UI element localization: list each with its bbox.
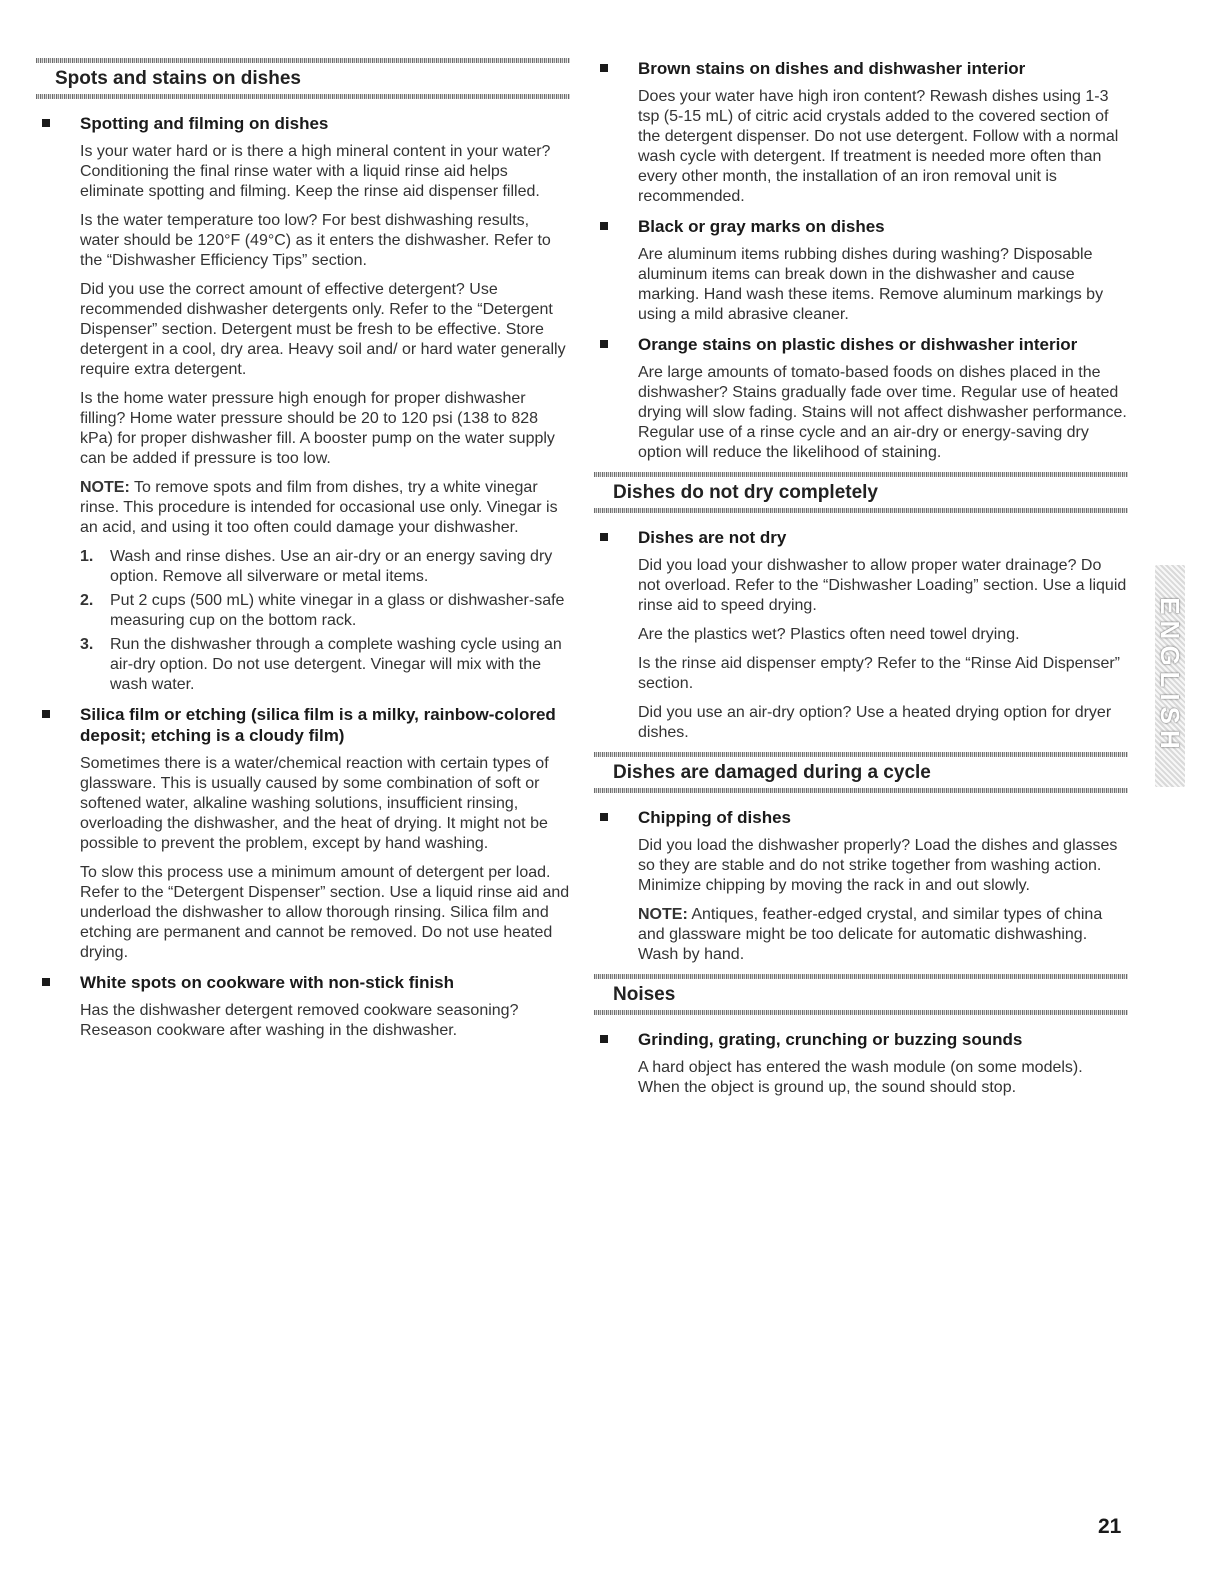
section-title: Spots and stains on dishes	[55, 68, 301, 89]
step-item	[80, 547, 570, 587]
section-header-damaged	[594, 752, 1128, 793]
topic-heading-text: Chipping of dishes	[638, 808, 791, 827]
right-column	[594, 58, 1128, 1107]
topic-body	[594, 363, 1128, 463]
topic-grinding	[594, 1029, 1128, 1098]
topic-heading	[36, 113, 570, 134]
section-rule-bottom	[36, 94, 570, 99]
topic-chipping	[594, 807, 1128, 965]
paragraph: To slow this process use a minimum amount of detergent per load. Refer to the “Detergent Dispenser” section. Use a liquid rinse aid and underload the dishwasher to allow thorough rinsing. Silica film and etching are permanent and cannot be removed. Do not use heated drying.	[80, 864, 570, 961]
step-item	[80, 635, 570, 695]
topic-heading-text: Spotting and filming on dishes	[80, 114, 329, 133]
topic-black-marks	[594, 216, 1128, 325]
step-text: Put 2 cups (500 mL) white vinegar in a glass or dishwasher-safe measuring cup on the bottom rack.	[110, 592, 565, 629]
paragraph: Are large amounts of tomato-based foods on dishes placed in the dishwasher? Stains gradually fade over time. Regular use of heated drying will slow fading. Stains will not affect dishwasher performance. Regular use of a rinse cycle and an air-dry or energy-saving dry option will reduce the likelihood of staining.	[638, 364, 1127, 461]
bullet-icon	[600, 340, 608, 348]
topic-heading-text: Brown stains on dishes and dishwasher interior	[638, 59, 1026, 78]
paragraph: Has the dishwasher detergent removed cookware seasoning? Reseason cookware after washing in the dishwasher.	[80, 1002, 519, 1039]
bullet-icon	[600, 533, 608, 541]
paragraph: Does your water have high iron content? Rewash dishes using 1-3 tsp (5-15 mL) of citric acid crystals added to the covered section of the detergent dispenser. Do not use detergent. Follow with a normal wash cycle with detergent. If treatment is needed more often than every other month, the installation of an iron removal unit is recommended.	[638, 88, 1119, 205]
topic-spotting	[36, 113, 570, 695]
bullet-icon	[42, 710, 50, 718]
topic-heading	[594, 334, 1128, 355]
paragraph: Did you load the dishwasher properly? Load the dishes and glasses so they are stable and do not strike together from washing action. Minimize chipping by moving the rack in and out slowly.	[638, 837, 1118, 894]
language-tab-label: ENGLISH	[1155, 597, 1185, 755]
step-text: Wash and rinse dishes. Use an air-dry or an energy saving dry option. Remove all silverware or metal items.	[110, 548, 553, 585]
step-number: 1.	[80, 548, 94, 565]
note-paragraph	[638, 905, 1128, 965]
paragraph: Is the rinse aid dispenser empty? Refer to the “Rinse Aid Dispenser” section.	[638, 655, 1121, 692]
topic-heading-text: Black or gray marks on dishes	[638, 217, 885, 236]
topic-heading-text: Silica film or etching (silica film is a milky, rainbow-colored deposit; etching is a cloudy film)	[80, 705, 556, 745]
bullet-icon	[600, 222, 608, 230]
topic-heading	[594, 58, 1128, 79]
page-number: 21	[1098, 1515, 1122, 1538]
section-rule-bottom	[594, 1010, 1128, 1015]
topic-body	[36, 754, 570, 963]
paragraph: Is the home water pressure high enough for proper dishwasher filling? Home water pressure should be 20 to 120 psi (138 to 828 kPa) for proper dishwasher fill. A booster pump on the water supply can be added if pressure is too low.	[80, 390, 555, 467]
topic-heading-text: Grinding, grating, crunching or buzzing sounds	[638, 1030, 1023, 1049]
paragraph: Did you use an air-dry option? Use a heated drying option for dryer dishes.	[638, 704, 1112, 741]
bullet-icon	[600, 64, 608, 72]
section-header-dry	[594, 472, 1128, 513]
section-rule-bottom	[594, 508, 1128, 513]
topic-heading	[594, 807, 1128, 828]
topic-heading-text: Orange stains on plastic dishes or dishwasher interior	[638, 335, 1078, 354]
left-column	[36, 58, 570, 1050]
bullet-icon	[600, 1035, 608, 1043]
paragraph: Is the water temperature too low? For best dishwashing results, water should be 120°F (49°C) as it enters the dishwasher. Refer to the “Dishwasher Efficiency Tips” section.	[80, 212, 551, 269]
section-header-spots	[36, 58, 570, 99]
note-label: NOTE:	[80, 479, 130, 496]
section-header-noises	[594, 974, 1128, 1015]
section-rule-bottom	[594, 788, 1128, 793]
language-tab	[1155, 565, 1185, 787]
note-text: Antiques, feather-edged crystal, and similar types of china and glassware might be too delicate for automatic dishwashing. Wash by hand.	[638, 906, 1103, 963]
topic-not-dry	[594, 527, 1128, 743]
topic-heading	[594, 1029, 1128, 1050]
section-title: Dishes do not dry completely	[613, 482, 878, 503]
bullet-icon	[42, 978, 50, 986]
step-number: 2.	[80, 592, 94, 609]
topic-brown-stains	[594, 58, 1128, 207]
paragraph: Sometimes there is a water/chemical reaction with certain types of glassware. This is usually caused by some combination of soft or softened water, alkaline washing solutions, insufficient rinsing, overloading the dishwasher, and the heat of drying. It might not be possible to prevent the problem, except by hand washing.	[80, 755, 549, 852]
paragraph: Did you use the correct amount of effective detergent? Use recommended dishwasher detergents only. Refer to the “Detergent Dispenser” section. Detergent must be fresh to be effective. Store detergent in a cool, dry area. Heavy soil and/ or hard water generally require extra detergent.	[80, 281, 566, 378]
steps-list	[80, 547, 570, 695]
step-text: Run the dishwasher through a complete washing cycle using an air-dry option. Do not use detergent. Vinegar will mix with the wash water.	[110, 636, 562, 693]
step-item	[80, 591, 570, 631]
note-paragraph	[80, 478, 570, 538]
paragraph: Are aluminum items rubbing dishes during washing? Disposable aluminum items can break down in the dishwasher and cause marking. Hand wash these items. Remove aluminum markings by using a mild abrasive cleaner.	[638, 246, 1104, 323]
topic-heading	[36, 704, 570, 746]
topic-body	[594, 87, 1128, 207]
topic-body	[36, 142, 570, 695]
paragraph: Are the plastics wet? Plastics often need towel drying.	[638, 626, 1020, 643]
topic-body	[594, 836, 1128, 965]
topic-body	[594, 556, 1128, 743]
topic-body	[594, 1058, 1128, 1098]
topic-heading	[36, 972, 570, 993]
topic-heading-text: White spots on cookware with non-stick finish	[80, 973, 455, 992]
topic-silica	[36, 704, 570, 963]
paragraph: A hard object has entered the wash module (on some models). When the object is ground up, the sound should stop.	[638, 1059, 1083, 1096]
paragraph: Did you load your dishwasher to allow proper water drainage? Do not overload. Refer to the “Dishwasher Loading” section. Use a liquid rinse aid to speed drying.	[638, 557, 1127, 614]
topic-heading	[594, 216, 1128, 237]
paragraph: Is your water hard or is there a high mineral content in your water? Conditioning the final rinse water with a liquid rinse aid helps eliminate spotting and filming. Keep the rinse aid dispenser filled.	[80, 143, 551, 200]
section-title: Noises	[613, 984, 676, 1005]
section-title: Dishes are damaged during a cycle	[613, 762, 931, 783]
topic-heading	[594, 527, 1128, 548]
topic-white-spots	[36, 972, 570, 1041]
topic-orange-stains	[594, 334, 1128, 463]
step-number: 3.	[80, 636, 94, 653]
topic-body	[36, 1001, 570, 1041]
topic-body	[594, 245, 1128, 325]
bullet-icon	[600, 813, 608, 821]
note-text: To remove spots and film from dishes, try a white vinegar rinse. This procedure is intended for occasional use only. Vinegar is an acid, and using it too often could damage your dishwasher.	[80, 479, 558, 536]
note-label: NOTE:	[638, 906, 688, 923]
topic-heading-text: Dishes are not dry	[638, 528, 787, 547]
bullet-icon	[42, 119, 50, 127]
